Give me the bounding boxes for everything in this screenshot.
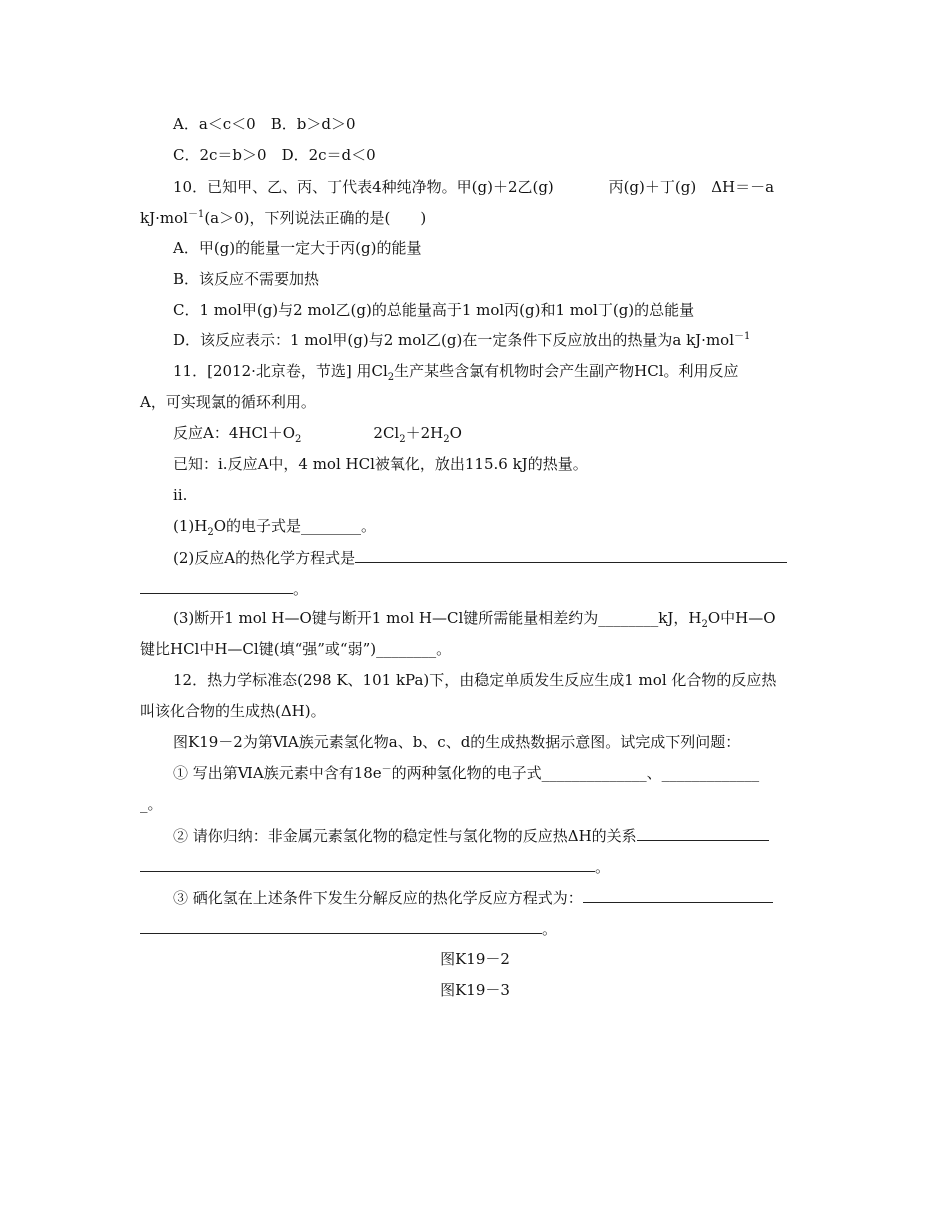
q11-cl2-sub: 2: [387, 372, 395, 383]
q11-rx-right1: 2Cl: [373, 424, 400, 442]
q10-option-d-text: D．该反应表示：1 mol甲(g)与2 mol乙(g)在一定条件下反应放出的热量为a kJ·mol: [173, 331, 735, 349]
figure-caption-k19-3: 图K19－3: [440, 981, 510, 999]
q11-part-2-cont: [140, 578, 308, 599]
q10-stem-right: 丙(g)＋丁(g) ΔH＝－a: [608, 178, 775, 196]
q10-option-d: [173, 330, 750, 350]
q11-rx-sub2: 2: [399, 434, 406, 445]
q10-stem-left: 10．已知甲、乙、丙、丁代表4种纯净物。甲(g)＋2乙(g): [173, 178, 554, 196]
q10-option-c: C．1 mol甲(g)与2 mol乙(g)的总能量高于1 mol丙(g)和1 mol丁(g)的总能量: [173, 301, 695, 319]
q12-q1-b: 的两种氢化物的电子式______________、_____________: [391, 764, 760, 782]
q11-rx-right3: O: [449, 424, 462, 442]
q11-reaction-a: [173, 423, 462, 443]
q12-stem-line3: 图K19－2为第ⅥA族元素氢化物a、b、c、d的生成热数据示意图。试完成下列问题：: [173, 733, 741, 751]
q10-unit-exp: －1: [187, 209, 205, 220]
q11-p2-answer-blank[interactable]: [355, 547, 787, 563]
option-line-2: C．2c＝b＞0 D．2c＝d＜0: [173, 146, 376, 164]
q12-sub-2: [173, 825, 769, 846]
q12-q2-text: ② 请你归纳：非金属元素氢化物的稳定性与氢化物的反应热ΔH的关系: [173, 827, 637, 845]
q11-p1-sub: 2: [207, 527, 214, 538]
q11-p3-a: (3)断开1 mol H—O键与断开1 mol H—Cl键所需能量相差约为________kJ，H: [173, 609, 702, 627]
q11-known-2: ⅱ.: [173, 486, 188, 504]
q11-rx-left: 反应A：4HCl＋O: [173, 424, 296, 442]
q12-q2-answer-blank[interactable]: [637, 825, 769, 841]
q12-sub-3-cont: [140, 918, 557, 939]
q12-q1-a: ① 写出第ⅥA族元素中含有18e: [173, 764, 382, 782]
q11-part-3-cont: 键比HCl中H—Cl键(填“强”或“弱”)________。: [140, 640, 452, 658]
q11-rx-sub3: 2: [443, 434, 450, 445]
q12-sub-1: [173, 763, 759, 783]
q12-stem-line2: 叫该化合物的生成热(ΔH)。: [140, 702, 326, 720]
q12-q3-text: ③ 硒化氢在上述条件下发生分解反应的热化学反应方程式为：: [173, 889, 583, 907]
q12-sub-3: [173, 887, 773, 908]
q10-unit: kJ·mol: [140, 209, 188, 227]
q12-q2-answer-blank-2[interactable]: [140, 856, 595, 872]
figure-caption-k19-2: 图K19－2: [440, 950, 510, 968]
q10-option-b: B．该反应不需要加热: [173, 270, 320, 288]
q10-stem-line2: [140, 208, 426, 228]
q11-part-1: [173, 516, 376, 536]
q11-p1-b: O的电子式是________。: [213, 517, 377, 535]
q11-p2-text: (2)反应A的热化学方程式是: [173, 549, 356, 567]
q11-p2-answer-blank-2[interactable]: [140, 578, 293, 594]
q11-stem-line2: A，可实现氯的循环利用。: [140, 393, 316, 411]
q12-q3-answer-blank-2[interactable]: [140, 918, 542, 934]
q11-p1-a: (1)H: [173, 517, 208, 535]
q10-stem-end: (a＞0)，下列说法正确的是( ): [204, 209, 427, 227]
q12-stem-line1: 12．热力学标准态(298 K、101 kPa)下，由稳定单质发生反应生成1 mol 化合物的反应热: [173, 671, 777, 689]
q12-sub-2-cont: [140, 856, 610, 877]
q12-q1-exp: －: [381, 764, 392, 775]
q12-q3-end: 。: [542, 920, 558, 938]
q11-part-3: [173, 608, 776, 628]
q11-stem-a: 11．[2012·北京卷，节选] 用Cl: [173, 362, 388, 380]
q11-known-1: 已知：ⅰ.反应A中，4 mol HCl被氧化，放出115.6 kJ的热量。: [173, 455, 588, 473]
q11-p2-end: 。: [293, 580, 309, 598]
option-line-1: A．a＜c＜0 B．b＞d＞0: [173, 115, 356, 133]
q11-rx-right2: ＋2H: [405, 424, 444, 442]
q12-q3-answer-blank[interactable]: [583, 887, 773, 903]
q11-part-2: [173, 547, 787, 568]
q11-rx-sub1: 2: [295, 434, 302, 445]
q11-stem-c: 生产某些含氯有机物时会产生副产物HCl。利用反应: [394, 362, 739, 380]
q10-option-a: A．甲(g)的能量一定大于丙(g)的能量: [173, 239, 422, 257]
q10-stem-line1: [173, 177, 774, 197]
q12-sub-1-cont: _。: [140, 795, 163, 813]
q11-p3-b: O中H—O: [707, 609, 776, 627]
q11-stem-line1: [173, 361, 739, 381]
q10-option-d-exp: －1: [734, 331, 751, 342]
q12-q2-end: 。: [595, 858, 611, 876]
q11-p3-sub: 2: [701, 619, 708, 630]
